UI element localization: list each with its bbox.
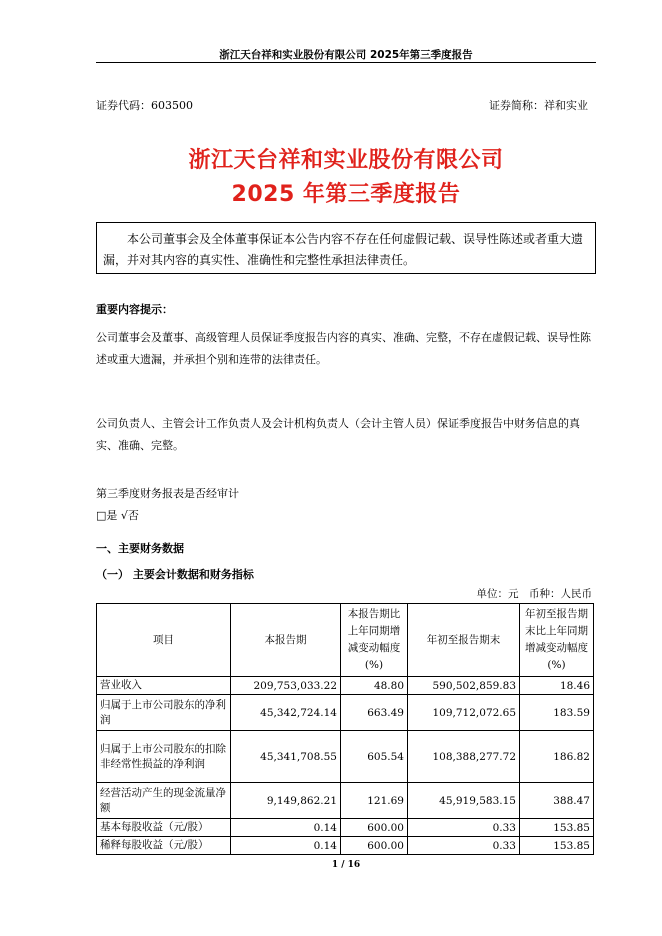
table-row <box>97 837 594 855</box>
table-header-row <box>97 604 594 677</box>
header-rule <box>96 62 596 63</box>
row-period: 9,149,862.21 <box>231 783 341 819</box>
row-ytd-change: 186.82 <box>520 731 594 783</box>
row-ytd-change: 18.46 <box>520 677 594 695</box>
important-heading: 重要内容提示： <box>96 303 173 316</box>
row-item: 经营活动产生的现金流量净额 <box>97 783 231 819</box>
table-row <box>97 783 594 819</box>
row-ytd: 109,712,072.65 <box>408 695 520 731</box>
row-period: 45,342,724.14 <box>231 695 341 731</box>
financial-indicators-table <box>96 603 594 855</box>
report-title-period: 2025 年第三季度报告 <box>231 182 461 207</box>
section-heading: 一、主要财务数据 <box>96 542 184 555</box>
row-period: 0.14 <box>231 819 341 837</box>
col-header-period-change: 本报告期比上年同期增减变动幅度(%) <box>341 604 408 677</box>
row-ytd: 108,388,277.72 <box>408 731 520 783</box>
row-item: 归属于上市公司股东的扣除非经常性损益的净利润 <box>97 731 231 783</box>
col-header-item: 项目 <box>97 604 231 677</box>
row-period: 45,341,708.55 <box>231 731 341 783</box>
row-period-change: 121.69 <box>341 783 408 819</box>
row-item: 归属于上市公司股东的净利润 <box>97 695 231 731</box>
row-ytd: 45,919,583.15 <box>408 783 520 819</box>
page-number: 1 / 16 <box>331 860 361 870</box>
running-header: 浙江天台祥和实业股份有限公司 2025年第三季度报告 <box>219 49 473 61</box>
row-period: 209,753,033.22 <box>231 677 341 695</box>
board-declaration: 本公司董事会及全体董事保证本公告内容不存在任何虚假记载、误导性陈述或者重大遗漏，并对其内容的真实性、准确性和完整性承担法律责任。 <box>96 222 596 274</box>
row-item: 稀释每股收益（元/股） <box>97 837 231 855</box>
row-ytd-change: 153.85 <box>520 819 594 837</box>
table-row <box>97 695 594 731</box>
report-title-company: 浙江天台祥和实业股份有限公司 <box>188 148 504 173</box>
table-row <box>97 731 594 783</box>
stock-abbr: 证券简称：祥和实业 <box>489 99 588 112</box>
row-period-change: 663.49 <box>341 695 408 731</box>
col-header-period: 本报告期 <box>231 604 341 677</box>
row-ytd-change: 153.85 <box>520 837 594 855</box>
row-ytd: 590,502,859.83 <box>408 677 520 695</box>
row-period-change: 605.54 <box>341 731 408 783</box>
audit-question: 第三季度财务报表是否经审计 <box>96 487 239 500</box>
row-period-change: 600.00 <box>341 819 408 837</box>
row-period-change: 48.80 <box>341 677 408 695</box>
row-ytd-change: 183.59 <box>520 695 594 731</box>
subsection-heading: （一） 主要会计数据和财务指标 <box>96 568 254 581</box>
row-ytd-change: 388.47 <box>520 783 594 819</box>
paragraph-directors: 公司董事会及董事、高级管理人员保证季度报告内容的真实、准确、完整，不存在虚假记载、误导性陈述或重大遗漏，并承担个别和连带的法律责任。 <box>96 331 591 366</box>
audit-answer: □是 √否 <box>96 509 139 522</box>
row-item: 基本每股收益（元/股） <box>97 819 231 837</box>
row-ytd: 0.33 <box>408 819 520 837</box>
stock-code: 证券代码：603500 <box>96 99 193 112</box>
table-row <box>97 677 594 695</box>
row-ytd: 0.33 <box>408 837 520 855</box>
col-header-ytd-change: 年初至报告期末比上年同期增减变动幅度(%) <box>520 604 594 677</box>
row-period: 0.14 <box>231 837 341 855</box>
table-row <box>97 819 594 837</box>
paragraph-financial-officers: 公司负责人、主管会计工作负责人及会计机构负责人（会计主管人员）保证季度报告中财务信息的真实、准确、完整。 <box>96 417 580 452</box>
unit-currency-label: 单位：元 币种：人民币 <box>476 588 592 600</box>
col-header-ytd: 年初至报告期末 <box>408 604 520 677</box>
row-item: 营业收入 <box>97 677 231 695</box>
row-period-change: 600.00 <box>341 837 408 855</box>
